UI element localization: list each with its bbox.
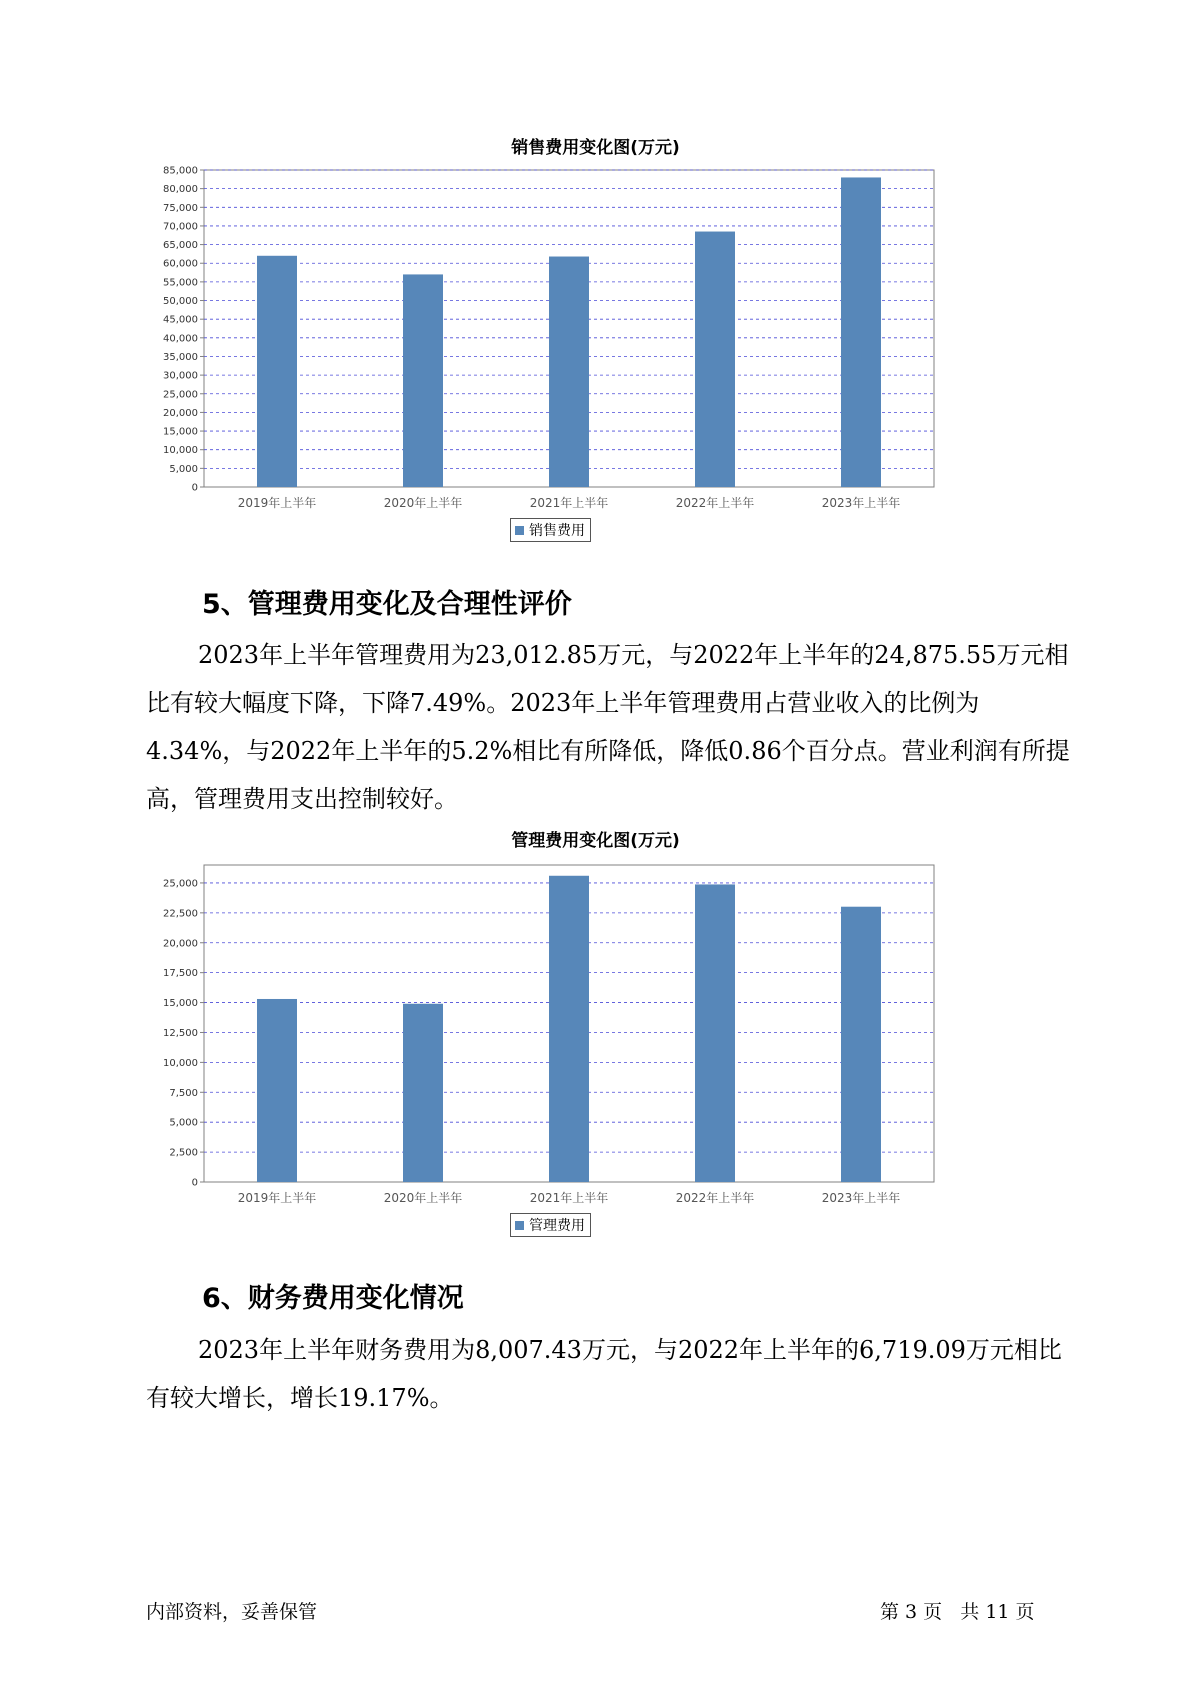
legend-swatch	[515, 526, 524, 535]
sales-expense-bar-chart	[150, 165, 950, 510]
y-tick-label: 45,000	[163, 314, 198, 326]
y-tick-label: 12,500	[163, 1027, 198, 1039]
y-tick-label: 20,000	[163, 407, 198, 419]
bar	[841, 907, 881, 1182]
y-tick-label: 2,500	[169, 1147, 198, 1159]
y-tick-label: 5,000	[169, 463, 198, 475]
x-tick-label: 2023年上半年	[821, 496, 901, 510]
y-tick-label: 0	[191, 482, 198, 494]
bar	[695, 884, 735, 1182]
sales-chart-title: 销售费用变化图(万元)	[511, 138, 680, 158]
bar	[549, 257, 589, 487]
x-tick-label: 2019年上半年	[237, 496, 317, 510]
y-tick-label: 22,500	[163, 908, 198, 920]
y-tick-label: 55,000	[163, 277, 198, 289]
y-tick-label: 80,000	[163, 184, 198, 196]
y-tick-label: 25,000	[163, 389, 198, 401]
y-tick-label: 75,000	[163, 202, 198, 214]
y-tick-label: 25,000	[163, 878, 198, 890]
y-tick-label: 15,000	[163, 998, 198, 1010]
legend-label: 销售费用	[529, 523, 585, 539]
bar	[841, 177, 881, 487]
section-5-heading: 5、管理费用变化及合理性评价	[202, 589, 572, 620]
legend-label: 管理费用	[529, 1218, 585, 1234]
section-5-paragraph: 2023年上半年管理费用为23,012.85万元，与2022年上半年的24,875.55万元相比有较大幅度下降，下降7.49%。2023年上半年管理费用占营业收入的比例为4.34%，与2022年上半年的5.2%相比有所降低，降低0.86个百分点。营业利润有所提高，管理费用支出控制较好。	[146, 641, 1070, 813]
section-6-paragraph: 2023年上半年财务费用为8,007.43万元，与2022年上半年的6,719.09万元相比有较大增长，增长19.17%。	[146, 1336, 1062, 1412]
y-tick-label: 30,000	[163, 370, 198, 382]
sales-chart-legend	[510, 518, 591, 542]
bar	[549, 876, 589, 1182]
x-tick-label: 2021年上半年	[529, 1191, 609, 1205]
x-tick-label: 2020年上半年	[383, 496, 463, 510]
bar	[257, 999, 297, 1182]
y-tick-label: 85,000	[163, 165, 198, 177]
y-tick-label: 17,500	[163, 968, 198, 980]
x-tick-label: 2020年上半年	[383, 1191, 463, 1205]
y-tick-label: 40,000	[163, 333, 198, 345]
y-tick-label: 5,000	[169, 1117, 198, 1129]
x-tick-label: 2023年上半年	[821, 1191, 901, 1205]
x-tick-label: 2022年上半年	[675, 1191, 755, 1205]
admin-expense-bar-chart	[150, 860, 950, 1205]
x-tick-label: 2019年上半年	[237, 1191, 317, 1205]
y-tick-label: 7,500	[169, 1087, 198, 1099]
y-tick-label: 10,000	[163, 1057, 198, 1069]
y-tick-label: 65,000	[163, 240, 198, 252]
footer-page-number: 第 3 页 共 11 页	[880, 1601, 1035, 1623]
admin-chart-title: 管理费用变化图(万元)	[511, 831, 680, 851]
y-tick-label: 70,000	[163, 221, 198, 233]
admin-chart-legend	[510, 1213, 591, 1237]
y-tick-label: 20,000	[163, 938, 198, 950]
y-tick-label: 15,000	[163, 426, 198, 438]
bar	[257, 256, 297, 487]
bar	[403, 1004, 443, 1182]
x-tick-label: 2022年上半年	[675, 496, 755, 510]
bar	[695, 232, 735, 487]
legend-swatch	[515, 1221, 524, 1230]
y-tick-label: 10,000	[163, 445, 198, 457]
footer-confidential-note: 内部资料，妥善保管	[146, 1601, 318, 1623]
y-tick-label: 50,000	[163, 296, 198, 308]
y-tick-label: 35,000	[163, 351, 198, 363]
section-6-heading: 6、财务费用变化情况	[202, 1283, 464, 1314]
x-tick-label: 2021年上半年	[529, 496, 609, 510]
y-tick-label: 60,000	[163, 258, 198, 270]
y-tick-label: 0	[191, 1177, 198, 1189]
bar	[403, 274, 443, 487]
